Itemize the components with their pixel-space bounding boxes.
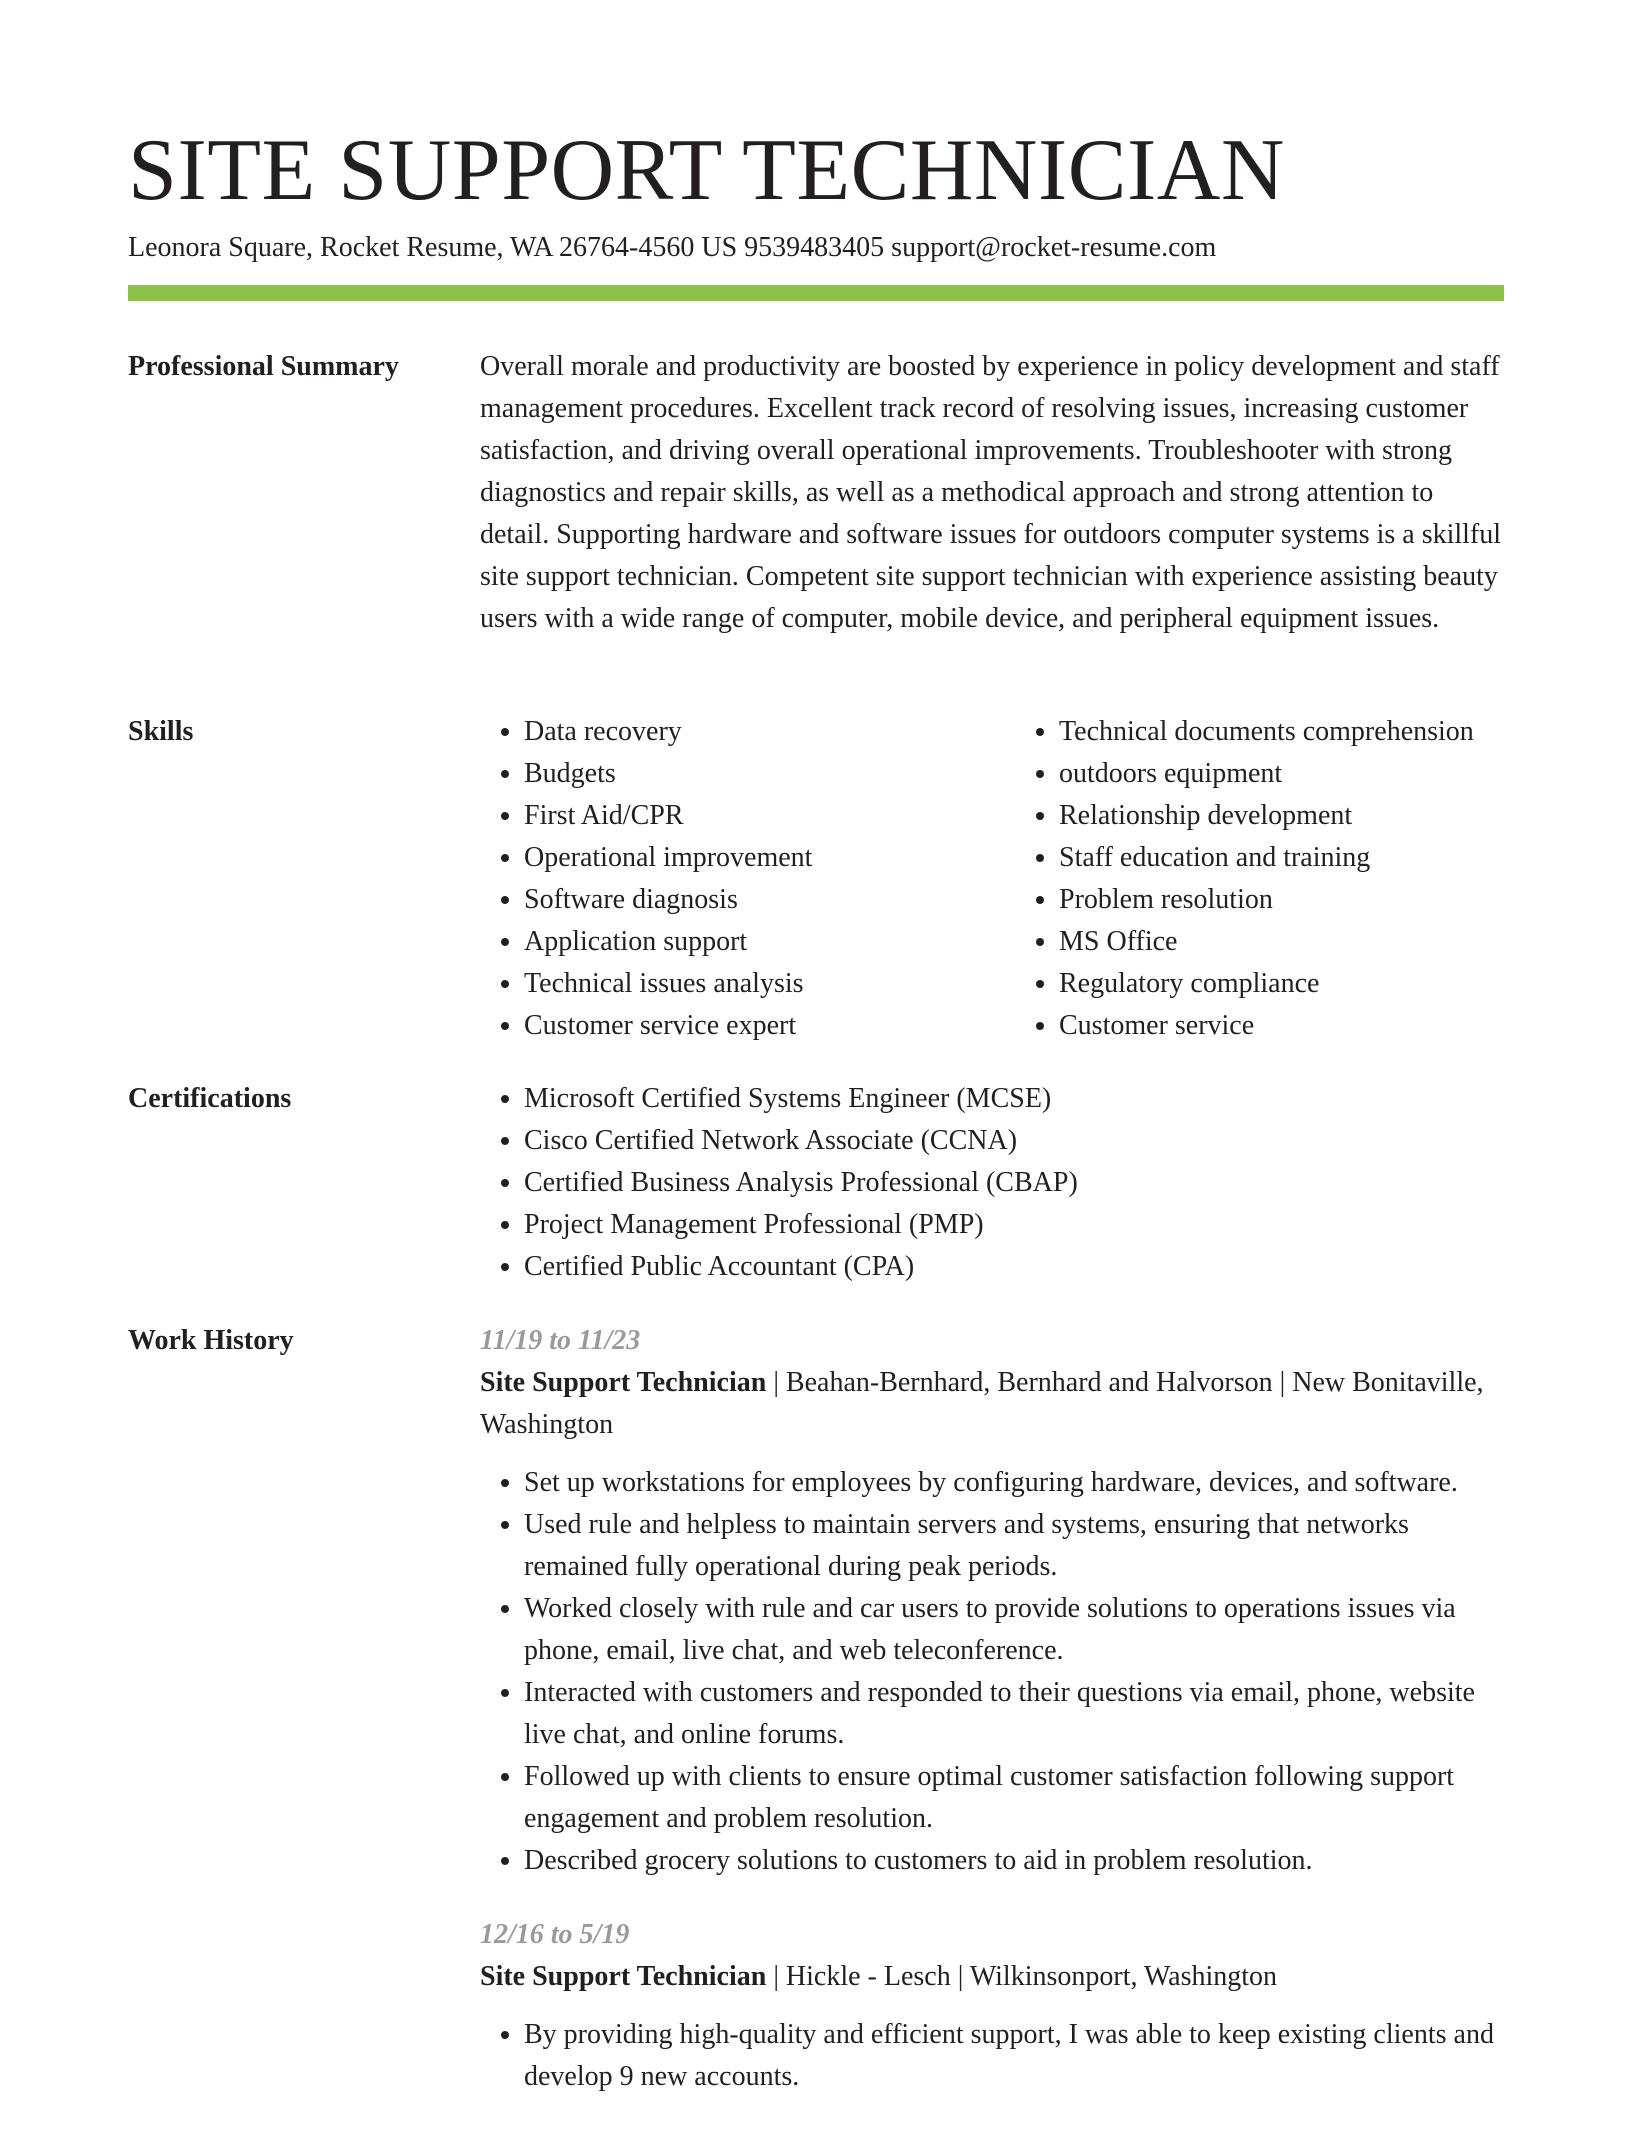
certifications-heading: Certifications [128,1083,292,1114]
skills-heading: Skills [128,716,194,747]
header-divider [128,285,1504,301]
certification-item: • Certified Business Analysis Professional (CBAP) [524,1162,1504,1204]
skill-item: • outdoors equipment [1059,753,1504,795]
job-details: | Hickle - Lesch | Wilkinsonport, Washington [766,1961,1278,1992]
job-dates: 11/19 to 11/23 [480,1325,641,1356]
job-duty: • Worked closely with rule and car users to provide solutions to operations issues via phone, email, live chat, and web teleconference. [524,1588,1504,1672]
job-title: Site Support Technician [480,1961,767,1992]
skills-list-right [969,711,1504,1047]
certification-item: • Project Management Professional (PMP) [524,1204,1504,1246]
skill-item: • Budgets [524,753,969,795]
job-duty: • By providing high-quality and efficient support, I was able to keep existing clients and develop 9 new accounts. [524,2014,1504,2098]
job-title: Site Support Technician [480,1367,767,1398]
summary-heading: Professional Summary [128,351,399,382]
skill-item: • First Aid/CPR [524,795,969,837]
skill-item: • Software diagnosis [524,879,969,921]
skills-list-left [480,711,969,1047]
certification-item: • Certified Public Accountant (CPA) [524,1246,1504,1288]
contact-address: Leonora Square, Rocket Resume, WA 26764-4560 US [128,232,738,263]
certification-item: • Cisco Certified Network Associate (CCNA) [524,1120,1504,1162]
certifications-list [480,1078,1504,1288]
work-history-heading: Work History [128,1325,294,1356]
job-entry [480,1320,1504,1882]
work-history-body [480,1320,1504,2130]
skill-item: • MS Office [1059,921,1504,963]
job-duty: • Interacted with customers and responded to their questions via email, phone, website live chat, and online forums. [524,1672,1504,1756]
certifications-body [480,1078,1504,1288]
skill-item: • Data recovery [524,711,969,753]
job-duty: • Followed up with clients to ensure optimal customer satisfaction following support engagement and problem resolution. [524,1756,1504,1840]
skill-item: • Operational improvement [524,837,969,879]
job-duty: • Set up workstations for employees by configuring hardware, devices, and software. [524,1462,1504,1504]
skill-item: • Regulatory compliance [1059,963,1504,1005]
skill-item: • Technical documents comprehension [1059,711,1504,753]
skill-item: • Application support [524,921,969,963]
job-heading [480,1362,1504,1446]
skill-item: • Customer service [1059,1005,1504,1047]
contact-email[interactable]: support@rocket-resume.com [891,232,1217,263]
skill-item: • Staff education and training [1059,837,1504,879]
skill-item: • Relationship development [1059,795,1504,837]
job-duties-list [480,2014,1504,2098]
job-details: | Beahan-Bernhard, Bernhard and Halvorson | New Bonitaville, Washington [480,1367,1484,1440]
job-heading [480,1956,1504,1998]
certification-item: • Microsoft Certified Systems Engineer (MCSE) [524,1078,1504,1120]
job-duty: • Used rule and helpless to maintain servers and systems, ensuring that networks remained fully operational during peak periods. [524,1504,1504,1588]
contact-line [128,228,1216,268]
job-entry [480,1914,1504,2098]
summary-text: Overall morale and productivity are boosted by experience in policy development and staff management procedures. Excellent track record of resolving issues, increasing customer satisfaction, and driving overall operational improvements. Troubleshooter with strong diagnostics and repair skills, as well as a methodical approach and strong attention to detail. Supporting hardware and software issues for outdoors computer systems is a skillful site support technician. Competent site support technician with experience assisting beauty users with a wide range of computer, mobile device, and peripheral equipment issues. [480,351,1502,634]
job-dates: 12/16 to 5/19 [480,1919,630,1950]
skills-body [480,711,1504,1047]
skill-item: • Technical issues analysis [524,963,969,1005]
contact-phone: 9539483405 [744,232,885,263]
resume-name: SITE SUPPORT TECHNICIAN [128,122,1285,219]
job-duty: • Described grocery solutions to customers to aid in problem resolution. [524,1840,1504,1882]
skill-item: • Problem resolution [1059,879,1504,921]
job-duties-list [480,1462,1504,1882]
summary-body [480,346,1504,640]
skill-item: • Customer service expert [524,1005,969,1047]
